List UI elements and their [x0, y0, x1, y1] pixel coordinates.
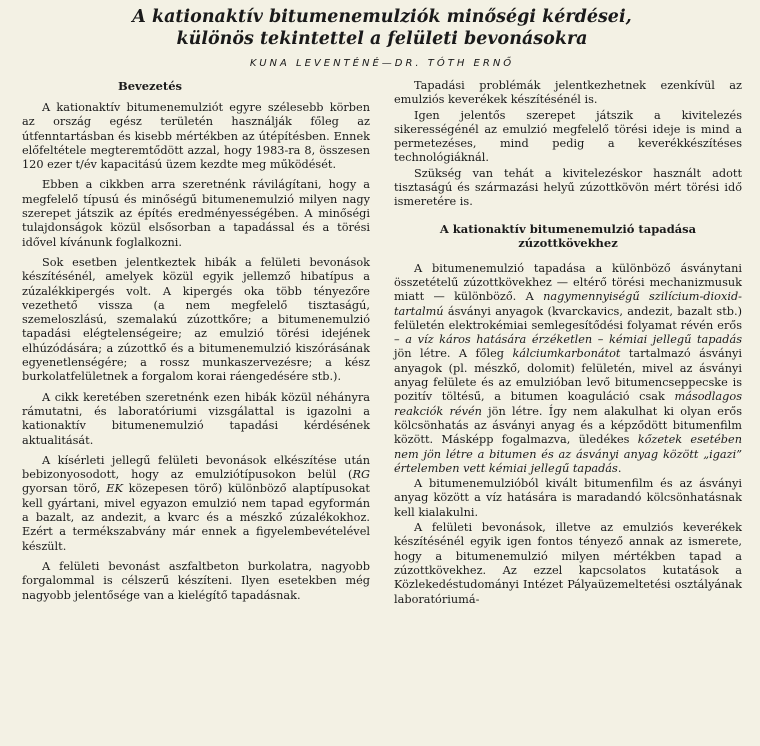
emphasis: nagymennyiségű szilícium-dioxid-tartalmú	[394, 290, 742, 318]
paragraph: A felületi bevonások, illetve az emulziós keverékek készítésénél egyik igen fontos tényező annak az ismerete, hogy a bitumenemulzió milyen mértékben tapad a zúzottkövekhez. Az ezzel kapcsolatos kutatások a Közlekedéstudományi Intézet Pályaüzemeltetési osztályának laboratóriumá-	[394, 521, 742, 606]
article-title	[22, 6, 742, 50]
article-authors: KUNA LEVENTÉNÉ—DR. TÓTH ERNŐ	[249, 58, 515, 69]
text-run: jön létre. A főleg	[394, 347, 513, 361]
paragraph: Sok esetben jelentkeztek hibák a felületi bevonások készítésénél, amelyek közül egyik jellemző hibatípus a zúzalékkipergés volt. A kipergés oka több tényezőre vezethető vissza (a nem megfelelő tisztaságú, szemeloszlású, szemalakú zúzottkőre; a bitumenemulzió tapadási elégtelenségeire; az emulzió törési idejének elhúzódására; a zúzottkő és a bitumenemulzió kiszórásának egyenetlenségére; a rossz munkaszervezésre; a kész burkolatfelületnek a forgalom korai ráengedésére stb.).	[22, 255, 370, 384]
text-run: A kísérleti jellegű felületi bevonások elkészítése után bebizonyosodott, hogy az emulziótípusokon belül (	[22, 453, 370, 482]
emphasis: kálciumkarbonátot	[512, 347, 621, 361]
paragraph: A felületi bevonást aszfaltbeton burkolatra, nagyobb forgalommal is célszerű készíteni. Ilyen esetekben még nagyobb jelentősége van a kielégítő tapadásnak.	[22, 559, 370, 602]
text-run: jön létre. Így nem alakulhat ki olyan erős kölcsönhatás az ásványi anyag és a képződött bitumenfilm között. Másképp fogalmazva, üledékes	[394, 404, 742, 447]
title-line-1: A kationaktív bitumenemulziók minőségi kérdései,	[132, 7, 632, 27]
paragraph	[22, 454, 370, 554]
emphasis: a víz káros hatására érzéketlen – kémiai jellegű tapadás	[405, 333, 742, 347]
section-heading-adhesion	[394, 222, 742, 250]
paragraph	[394, 262, 742, 476]
paragraph: Szükség van tehát a kivitelezéskor használt adott tisztaságú és származási helyű zúzottkövön mért törési idő ismeretére is.	[394, 166, 742, 209]
paragraph: A bitumenemulzióból kivált bitumenfilm és az ásványi anyag között a víz hatására is maradandó kölcsönhatásnak kell kialakulni.	[394, 477, 742, 519]
emphasis: EK	[106, 482, 123, 496]
paragraph: Tapadási problémák jelentkezhetnek ezenkívül az emulziós keverékek készítésénél is.	[394, 79, 742, 107]
left-column	[22, 79, 370, 607]
heading-line-1: A kationaktív bitumenemulzió tapadása	[439, 221, 697, 236]
paragraph: Ebben a cikkben arra szeretnénk rávilágítani, hogy a megfelelő típusú és minőségű bitumenemulzió milyen nagy szerepet játszik az építés eredményességében. A minőségi tulajdonságok közül elsősorban a tapadással és a törési idővel kívánunk foglalkozni.	[22, 178, 370, 249]
emphasis: RG	[352, 468, 370, 482]
text-run: ásványi anyagok (kvarckavics, andezit, bazalt stb.) felületén elektrokémiai semlegesítődési folyamat révén erős –	[394, 304, 742, 347]
section-heading-introduction: Bevezetés	[118, 79, 182, 93]
paragraph: A kationaktív bitumenemulziót egyre szélesebb körben az ország egész területén használják főleg az útfenntartásban és kisebb mértékben az útépítésben. Ennek előfeltétele megteremtődött azzal, hogy 1983-ra 8, összesen 120 ezer t/év kapacitású üzem kezdte meg működését.	[22, 101, 370, 172]
article-columns	[22, 79, 742, 607]
heading-line-2: zúzottkövekhez	[518, 235, 618, 250]
paragraph: Igen jelentős szerepet játszik a kivitelezés sikerességénél az emulzió megfelelő törési ideje is mind a permetezéses, mind pedig a keverékkészítéses technológiáknál.	[394, 108, 742, 165]
title-line-2: különös tekintettel a felületi bevonásokra	[176, 29, 588, 49]
right-column	[394, 79, 742, 607]
text-run: .	[617, 461, 622, 475]
emphasis: másodlagos reakciók révén	[394, 390, 742, 418]
paragraph: A cikk keretében szeretnénk ezen hibák közül néhányra rámutatni, és laboratóriumi vizsgálattal is igazolni a kationaktív bitumenemulzió tapadási kérdésének aktualitását.	[22, 390, 370, 447]
text-run: A bitumenemulzió tapadása a különböző ásványtani összetételű zúzottkövekhez — eltérő törési mechanizmusuk miatt — különböző. A	[394, 261, 742, 304]
emphasis: kőzetek esetében nem jön létre a bitumen és az ásványi anyag között „igazi” értelemben vett kémiai jellegű tapadás	[394, 433, 742, 475]
text-run: tartalmazó ásványi anyagok (pl. mészkő, dolomit) felületén, mivel az ásványi anyag felülete és az emulzióban levő bitumencseppecske is pozitív töltésű, a bitumen koaguláció csak	[394, 347, 742, 404]
text-run: közepesen törő) különböző alaptípusokat kell gyártani, mivel egyazon emulzió nem tapad egyformán a bazalt, az andezit, a kvarc és a mészkő zúzalékokhoz. Ezért a termékszabvány már ennek a figyelembevételével készült.	[22, 482, 370, 553]
text-run: gyorsan törő,	[22, 482, 107, 496]
